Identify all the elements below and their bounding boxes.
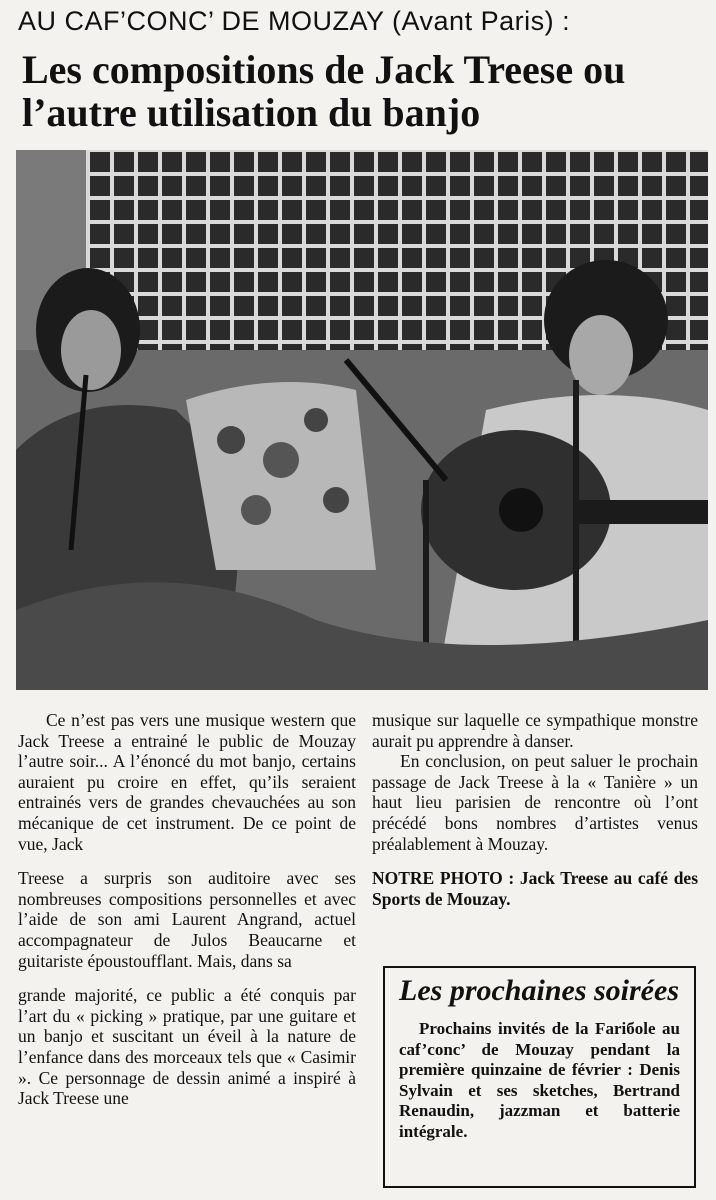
sidebar-box	[383, 966, 696, 1188]
sidebar-title: Les prochaines soirées	[399, 974, 679, 1007]
kicker: AU CAF’CONC’ DE MOUZAY (Avant Paris) :	[18, 6, 571, 36]
headline: Les compositions de Jack Treese ou l’autre utilisation du banjo	[22, 47, 626, 135]
body-paragraph: grande majorité, ce public a été conquis par l’art du « picking » pratique, par une guitare et un banjo et suscitant un éveil à la nature de l’enfance dans des morceaux tels que « Casimir ». Ce personnage de dessin animé a inspiré à Jack Treese une	[18, 985, 356, 1109]
body-paragraph: musique sur laquelle ce sympathique monstre aurait pu apprendre à danser.	[372, 710, 698, 751]
concert-photo	[16, 150, 708, 690]
body-column-right	[372, 710, 698, 909]
photo-illustration	[16, 150, 708, 690]
body-paragraph: Ce n’est pas vers une musique western que Jack Treese a entrainé le public de Mouzay l’autre soir... A l’énoncé du mot banjo, certains auraient pu croire en effet, qu’ils seraient entrainés vers de grandes chevauchées au son mécanique de cet instrument. De ce point de vue, Jack	[18, 710, 356, 854]
body-paragraph: Treese a surpris son auditoire avec ses nombreuses compositions personnelles et avec l’aide de son ami Laurent Angrand, actuel accompagnateur de Julos Beaucarne et guitariste époustoufflant. Mais, dans sa	[18, 868, 356, 971]
sidebar-text: Prochains invités de la Fariбole au caf’conc’ de Mouzay pendant la première quinzaine de février : Denis Sylvain et ses sketches, Bertrand Renaudin, jazzman et batterie intégrale.	[399, 1019, 680, 1141]
photo-caption: NOTRE PHOTO : Jack Treese au café des Sports de Mouzay.	[372, 868, 698, 909]
body-column-left	[18, 710, 356, 1109]
body-paragraph: En conclusion, on peut saluer le prochain passage de Jack Treese à la « Tanière » un haut lieu parisien de rencontre où l’ont précédé bons nombres d’artistes venus préalablement à Mouzay.	[372, 751, 698, 854]
